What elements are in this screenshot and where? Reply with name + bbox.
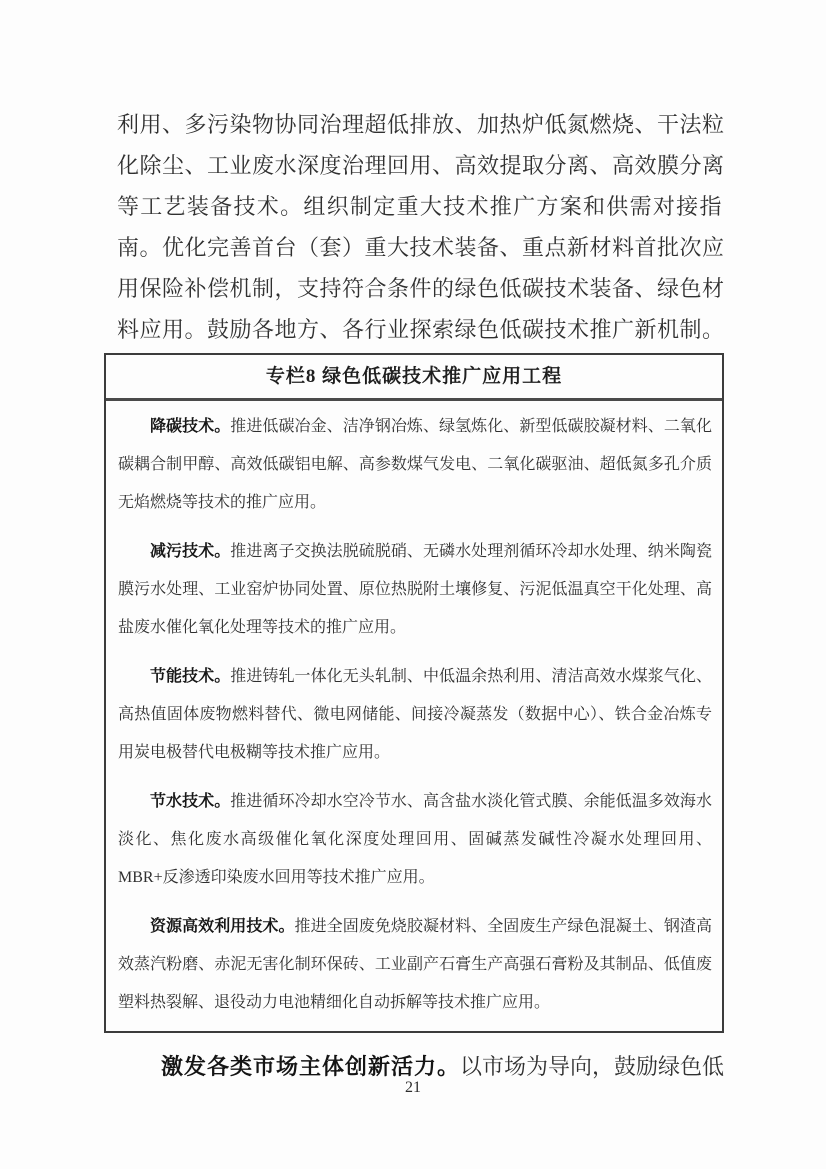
box-paragraph-text: 推进全固废免烧胶凝材料、全固废生产绿色混凝土、钢渣高效蒸汽粉磨、赤泥无害化制环保砖、工业副产石膏生产高强石膏粉及其制品、低值废塑料热裂解、退役动力电池精细化自动拆解等技术推广应用。: [118, 918, 712, 1011]
closing-paragraph-lead: 激发各类市场主体创新活力。: [161, 1054, 461, 1079]
feature-box-column8: [104, 353, 724, 1033]
box-paragraph-lead: 减污技术。: [150, 543, 231, 560]
box-paragraph-pollution-reduction: [118, 533, 712, 647]
body-line: 化除尘、工业废水深度治理回用、高效提取分离、高效膜分离: [117, 153, 725, 178]
body-line: 等工艺装备技术。组织制定重大技术推广方案和供需对接指: [117, 194, 722, 219]
box-paragraph-lead: 节能技术。: [150, 668, 231, 685]
box-paragraph-resource-utilization: [118, 908, 712, 1022]
box-paragraph-lead: 节水技术。: [150, 793, 231, 810]
body-line: 南。优化完善首台（套）重大技术装备、重点新材料首批次应: [117, 235, 725, 260]
box-paragraph-energy-saving: [118, 658, 712, 772]
box-paragraph-text: 推进铸轧一体化无头轧制、中低温余热利用、清洁高效水煤浆气化、高热值固体废物燃料替代、微电网储能、间接冷凝蒸发（数据中心）、铁合金冶炼专用炭电极替代电极糊等技术推广应用。: [118, 668, 712, 761]
page-content: [104, 104, 724, 1082]
body-paragraph: [117, 104, 725, 350]
box-paragraph-text: 推进低碳冶金、洁净钢冶炼、绿氢炼化、新型低碳胶凝材料、二氧化碳耦合制甲醇、高效低碳铝电解、高参数煤气发电、二氧化碳驱油、超低氮多孔介质无焰燃烧等技术的推广应用。: [118, 418, 712, 511]
body-line: 料应用。鼓励各地方、各行业探索绿色低碳技术推广新机制。: [117, 317, 725, 342]
box-paragraph-lead: 资源高效利用技术。: [150, 918, 295, 935]
box-paragraph-text: 推进离子交换法脱硫脱硝、无磷水处理剂循环冷却水处理、纳米陶瓷膜污水处理、工业窑炉协同处置、原位热脱附土壤修复、污泥低温真空干化处理、高盐废水催化氧化处理等技术的推广应用。: [118, 543, 712, 636]
body-line: 用保险补偿机制，支持符合条件的绿色低碳技术装备、绿色材: [117, 276, 725, 301]
feature-box-title: 专栏8 绿色低碳技术推广应用工程: [106, 355, 722, 401]
box-paragraph-text: 推进循环冷却水空冷节水、高含盐水淡化管式膜、余能低温多效海水淡化、焦化废水高级催化氧化深度处理回用、固碱蒸发碱性冷凝水处理回用、MBR+反渗透印染废水回用等技术推广应用。: [118, 793, 712, 886]
page-number: 21: [405, 1079, 421, 1096]
body-line: 利用、多污染物协同治理超低排放、加热炉低氮燃烧、干法粒: [117, 112, 725, 137]
closing-paragraph: [117, 1052, 725, 1082]
feature-box-body: [106, 401, 722, 1031]
box-paragraph-carbon-reduction: [118, 408, 712, 522]
box-paragraph-water-saving: [118, 783, 712, 897]
box-paragraph-lead: 降碳技术。: [150, 418, 231, 435]
closing-paragraph-text: 以市场为导向，鼓励绿色低: [460, 1054, 725, 1079]
